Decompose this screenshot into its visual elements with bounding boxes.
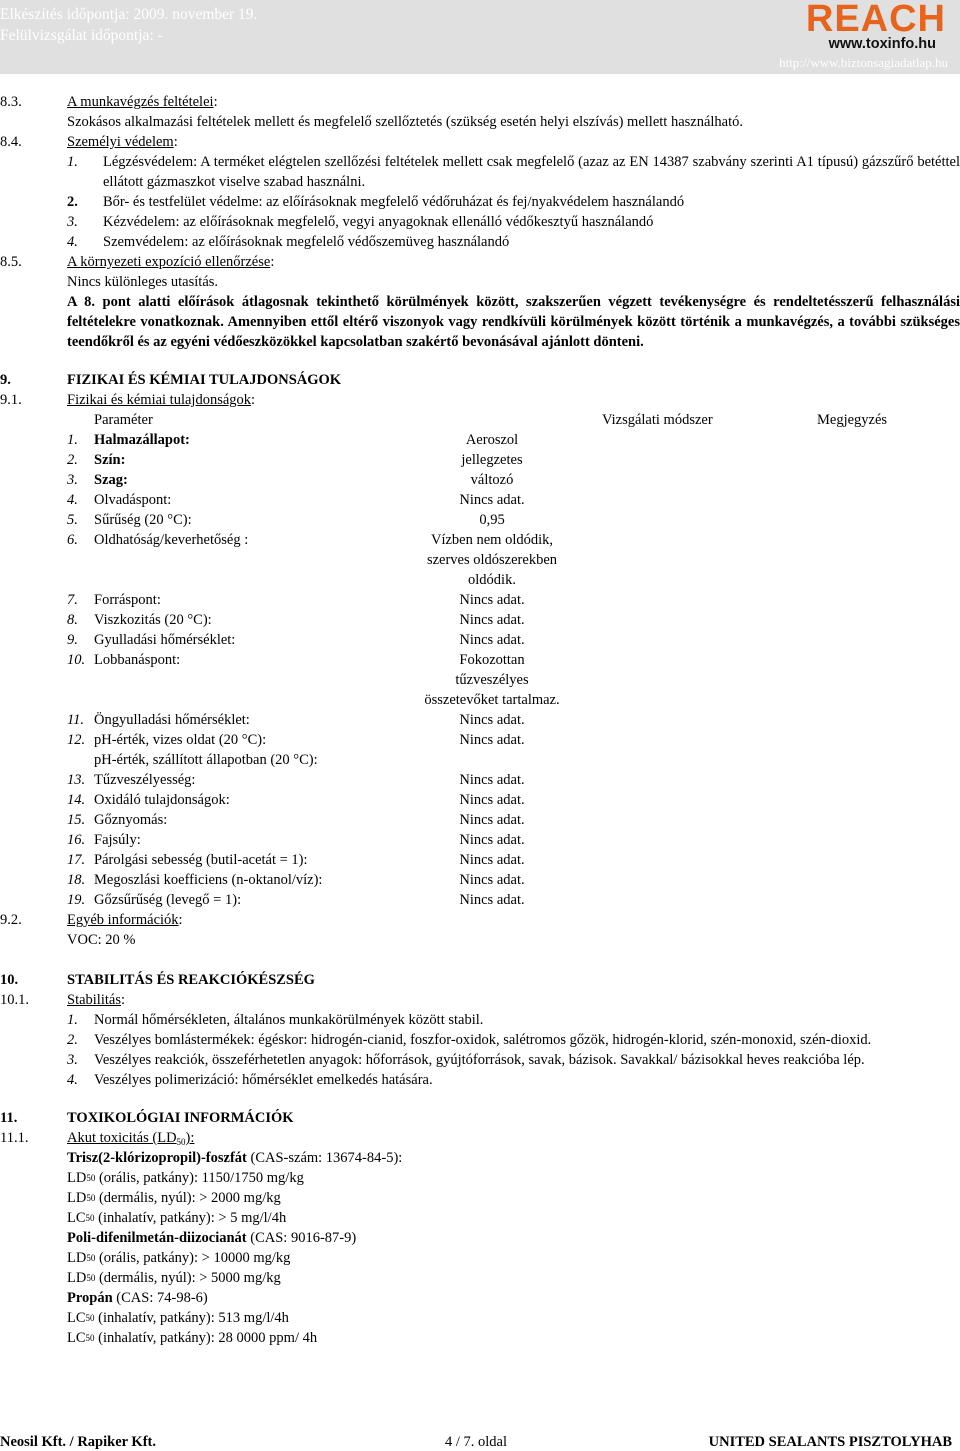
property-name: Szín:	[94, 452, 126, 468]
property-row	[0, 890, 960, 910]
toxicity-value: LD 50 (orális, patkány): 1150/1750 mg/kg	[67, 1170, 304, 1186]
property-value: Nincs adat.	[459, 812, 525, 828]
page-header	[0, 0, 960, 74]
property-value: Nincs adat.	[459, 632, 525, 648]
property-number: 3.	[67, 472, 78, 488]
section-11-heading: 11. TOXIKOLÓGIAI INFORMÁCIÓK	[0, 1110, 294, 1126]
property-name: Oldhatóság/keverhetőség :	[94, 532, 249, 548]
property-name: pH-érték, vizes oldat (20 °C):	[94, 732, 267, 748]
property-value: Nincs adat.	[459, 792, 525, 808]
property-name: Megoszlási koefficiens (n-oktanol/víz):	[94, 872, 323, 888]
property-name: Gőznyomás:	[94, 812, 168, 828]
property-value: tűzveszélyes	[455, 672, 529, 688]
property-number: 19.	[67, 892, 86, 908]
revised-date: Felülvizsgálat időpontja: -	[0, 27, 163, 44]
property-number: 10.	[67, 652, 86, 668]
section-8-3-heading: 8.3. A munkavégzés feltételei :	[0, 94, 218, 110]
page-footer	[0, 1430, 960, 1451]
list-item: 4. Szemvédelem: az előírásoknak megfelelő védőszemüveg használandó	[67, 234, 510, 250]
toxicity-value: LD 50 (dermális, nyúl): > 2000 mg/kg	[67, 1190, 281, 1206]
footer-product: UNITED SEALANTS PISZTOLYHAB	[708, 1434, 952, 1450]
property-name: Viszkozitás (20 °C):	[94, 612, 212, 628]
property-number: 15.	[67, 812, 86, 828]
voc-text: VOC: 20 %	[67, 932, 136, 948]
property-value: Nincs adat.	[459, 872, 525, 888]
property-name: Szag:	[94, 472, 128, 488]
stability-list	[0, 1010, 960, 1090]
substance-cas: (CAS-szám: 13674-84-5):	[246, 1150, 403, 1166]
property-name: Sűrűség (20 °C):	[94, 512, 192, 528]
substance-heading	[67, 1148, 960, 1168]
logo-text: REACH	[805, 0, 946, 40]
header-dates	[0, 4, 257, 46]
property-row	[0, 510, 960, 530]
property-value: Nincs adat.	[459, 832, 525, 848]
list-item: 3. Kézvédelem: az előírásoknak megfelelő, vegyi anyagoknak ellenálló védőkesztyű használandó	[67, 214, 654, 230]
properties-table	[0, 430, 960, 910]
property-number: 17.	[67, 852, 86, 868]
property-row	[0, 790, 960, 810]
protection-list	[0, 152, 960, 252]
property-name: Gyulladási hőmérséklet:	[94, 632, 236, 648]
property-value: Nincs adat.	[459, 492, 525, 508]
property-number: 5.	[67, 512, 78, 528]
substance-heading	[67, 1228, 960, 1248]
property-row	[0, 490, 960, 510]
property-value: változó	[470, 472, 514, 488]
section-11-1-heading: 11.1. Akut toxicitás $(LD_{50})$:	[0, 1130, 195, 1147]
column-method: Vizsgálati módszer	[602, 412, 713, 428]
property-number: 13.	[67, 772, 86, 788]
footer-company: Neosil Kft. / Rapiker Kft.	[0, 1434, 156, 1450]
property-value: szerves oldószerekben	[426, 552, 558, 568]
property-value: Nincs adat.	[459, 892, 525, 908]
substance-name: Poli-difenilmetán-diizocianát	[67, 1230, 247, 1246]
property-value: Nincs adat.	[459, 772, 525, 788]
list-item: 2. Bőr- és testfelület védelme: az előírásoknak megfelelő védőruházat és fej/nyakvédelem használandó	[67, 194, 685, 210]
property-row	[0, 430, 960, 450]
property-number: 18.	[67, 872, 86, 888]
section-8-5-heading: 8.5. A környezeti expozíció ellenőrzése :	[0, 254, 275, 270]
section-8-3-text: Szokásos alkalmazási feltételek mellett és megfelelő szellőztetés (szükség esetén helyi elszívás) mellett használható.	[67, 114, 744, 130]
substance-cas: (CAS: 9016-87-9)	[246, 1230, 357, 1246]
column-parameter: Paraméter	[94, 412, 153, 428]
section-9-1-heading: 9.1. Fizikai és kémiai tulajdonságok :	[0, 392, 256, 408]
toxicity-value: LC 50 (inhalatív, patkány): > 5 mg/l/4h	[67, 1210, 287, 1226]
list-item: 2. Veszélyes bomlástermékek: égéskor: hidrogén-cianid, foszfor-oxidok, salétromos gőzök, hidrogén-klorid, szén-monoxid, szén-dioxid.	[67, 1032, 872, 1048]
list-item: 4. Veszélyes polimerizáció: hőmérséklet emelkedés hatására.	[67, 1072, 433, 1088]
property-row	[0, 810, 960, 830]
property-row	[0, 470, 960, 490]
list-item: 1. Normál hőmérsékleten, általános munkakörülmények között stabil.	[67, 1012, 484, 1028]
property-value: Vízben nem oldódik,	[430, 532, 554, 548]
property-name: Olvadáspont:	[94, 492, 172, 508]
property-number: 9.	[67, 632, 78, 648]
property-row	[0, 630, 960, 650]
property-row	[0, 610, 960, 630]
property-value: Nincs adat.	[459, 712, 525, 728]
property-row	[0, 650, 960, 710]
property-number: 16.	[67, 832, 86, 848]
section-10-1-heading: 10.1. Stabilitás :	[0, 992, 126, 1008]
substance-name: Trisz(2-klórizopropil)-foszfát	[67, 1150, 247, 1166]
substance-cas: (CAS: 74-98-6)	[112, 1290, 208, 1306]
property-number: 8.	[67, 612, 78, 628]
property-row	[0, 850, 960, 870]
property-name: Lobbanáspont:	[94, 652, 181, 668]
property-number: 4.	[67, 492, 78, 508]
property-value: Nincs adat.	[459, 732, 525, 748]
property-name: Fajsúly:	[94, 832, 141, 848]
property-value: Fokozottan	[459, 652, 525, 668]
toxicity-list	[0, 1148, 960, 1348]
section-8-4-heading: 8.4. Személyi védelem :	[0, 134, 178, 150]
substance-heading	[67, 1288, 960, 1308]
property-name: Forráspont:	[94, 592, 161, 608]
list-item: 3. Veszélyes reakciók, összeférhetetlen anyagok: hőforrások, gyújtóforrások, savak, bázisok. Savakkal/ bázisokkal heves reakcióba lép.	[67, 1052, 865, 1068]
property-number: 2.	[67, 452, 78, 468]
logo-url-secondary: http://www.biztonsagiadatlap.hu	[779, 55, 948, 70]
property-row	[0, 870, 960, 890]
property-value: jellegzetes	[461, 452, 523, 468]
property-value: Nincs adat.	[459, 612, 525, 628]
section-9-heading: 9. FIZIKAI ÉS KÉMIAI TULAJDONSÁGOK	[0, 372, 342, 388]
column-note: Megjegyzés	[817, 412, 888, 428]
list-item: 1. Légzésvédelem: A terméket elégtelen szellőzési feltételek mellett csak megfelelő (azaz az EN 14387 szabvány szerinti A1 típusú) gázszűrő betéttel ellátott gázmaszkot viselve szabad használni.	[67, 154, 960, 190]
section-8-note: A 8. pont alatti előírások átlagosnak tekinthető körülmények között, szakszerűen végzett tevékenységre és rendeltetésszerű felhasználási feltételekre vonatkoznak. Amennyiben ettől eltérő viszonyok vagy rendkívüli körülmények között történik a munkavégzés, a további szükséges teendőkről és az egyéni védőeszközökkel kapcsolatban szakértő bevonásával ajánlott dönteni.	[67, 294, 960, 350]
property-number: 12.	[67, 732, 86, 748]
property-value: összetevőket tartalmaz.	[424, 692, 560, 708]
property-row	[0, 710, 960, 730]
property-name: Öngyulladási hőmérséklet:	[94, 712, 250, 728]
property-row	[0, 530, 960, 590]
toxicity-value: LD 50 (dermális, nyúl): > 5000 mg/kg	[67, 1270, 281, 1286]
property-number: 14.	[67, 792, 86, 808]
property-row	[0, 590, 960, 610]
property-value: Nincs adat.	[459, 592, 525, 608]
property-number: 1.	[67, 432, 78, 448]
toxicity-value: LD 50 (orális, patkány): > 10000 mg/kg	[67, 1250, 291, 1266]
section-8-5-text: Nincs különleges utasítás.	[67, 274, 219, 290]
substance-name: Propán	[67, 1290, 113, 1306]
property-name: pH-érték, szállított állapotban (20 °C):	[94, 752, 318, 768]
property-value: oldódik.	[468, 572, 516, 588]
document-body	[0, 92, 960, 1348]
reach-logo	[779, 0, 952, 70]
created-date: Elkészítés időpontja: 2009. november 19.	[0, 6, 258, 23]
page-number: 4 / 7. oldal	[445, 1434, 508, 1450]
property-name: Párolgási sebesség (butil-acetát = 1):	[94, 852, 308, 868]
toxicity-value: LC 50 (inhalatív, patkány): 513 mg/l/4h	[67, 1310, 289, 1326]
toxicity-value: LC 50 (inhalatív, patkány): 28 0000 ppm/ 4h	[67, 1330, 318, 1346]
property-row	[0, 830, 960, 850]
properties-table-header	[0, 410, 960, 430]
property-number: 11.	[67, 712, 85, 728]
property-name: Oxidáló tulajdonságok:	[94, 792, 230, 808]
property-value: Nincs adat.	[459, 852, 525, 868]
property-row	[0, 730, 960, 750]
section-10-heading: 10. STABILITÁS ÉS REAKCIÓKÉSZSÉG	[0, 972, 315, 988]
property-row	[0, 450, 960, 470]
property-row	[0, 770, 960, 790]
property-name: Gőzsűrűség (levegő = 1):	[94, 892, 242, 908]
property-value: Aeroszol	[465, 432, 519, 448]
property-number: 7.	[67, 592, 78, 608]
logo-url: www.toxinfo.hu	[828, 36, 936, 52]
property-value: 0,95	[479, 512, 505, 528]
property-number: 6.	[67, 532, 78, 548]
section-9-2-heading: 9.2. Egyéb információk :	[0, 912, 183, 928]
property-name: Halmazállapot:	[94, 432, 190, 448]
property-name: Tűzveszélyesség:	[94, 772, 196, 788]
property-row-extra	[0, 750, 960, 770]
